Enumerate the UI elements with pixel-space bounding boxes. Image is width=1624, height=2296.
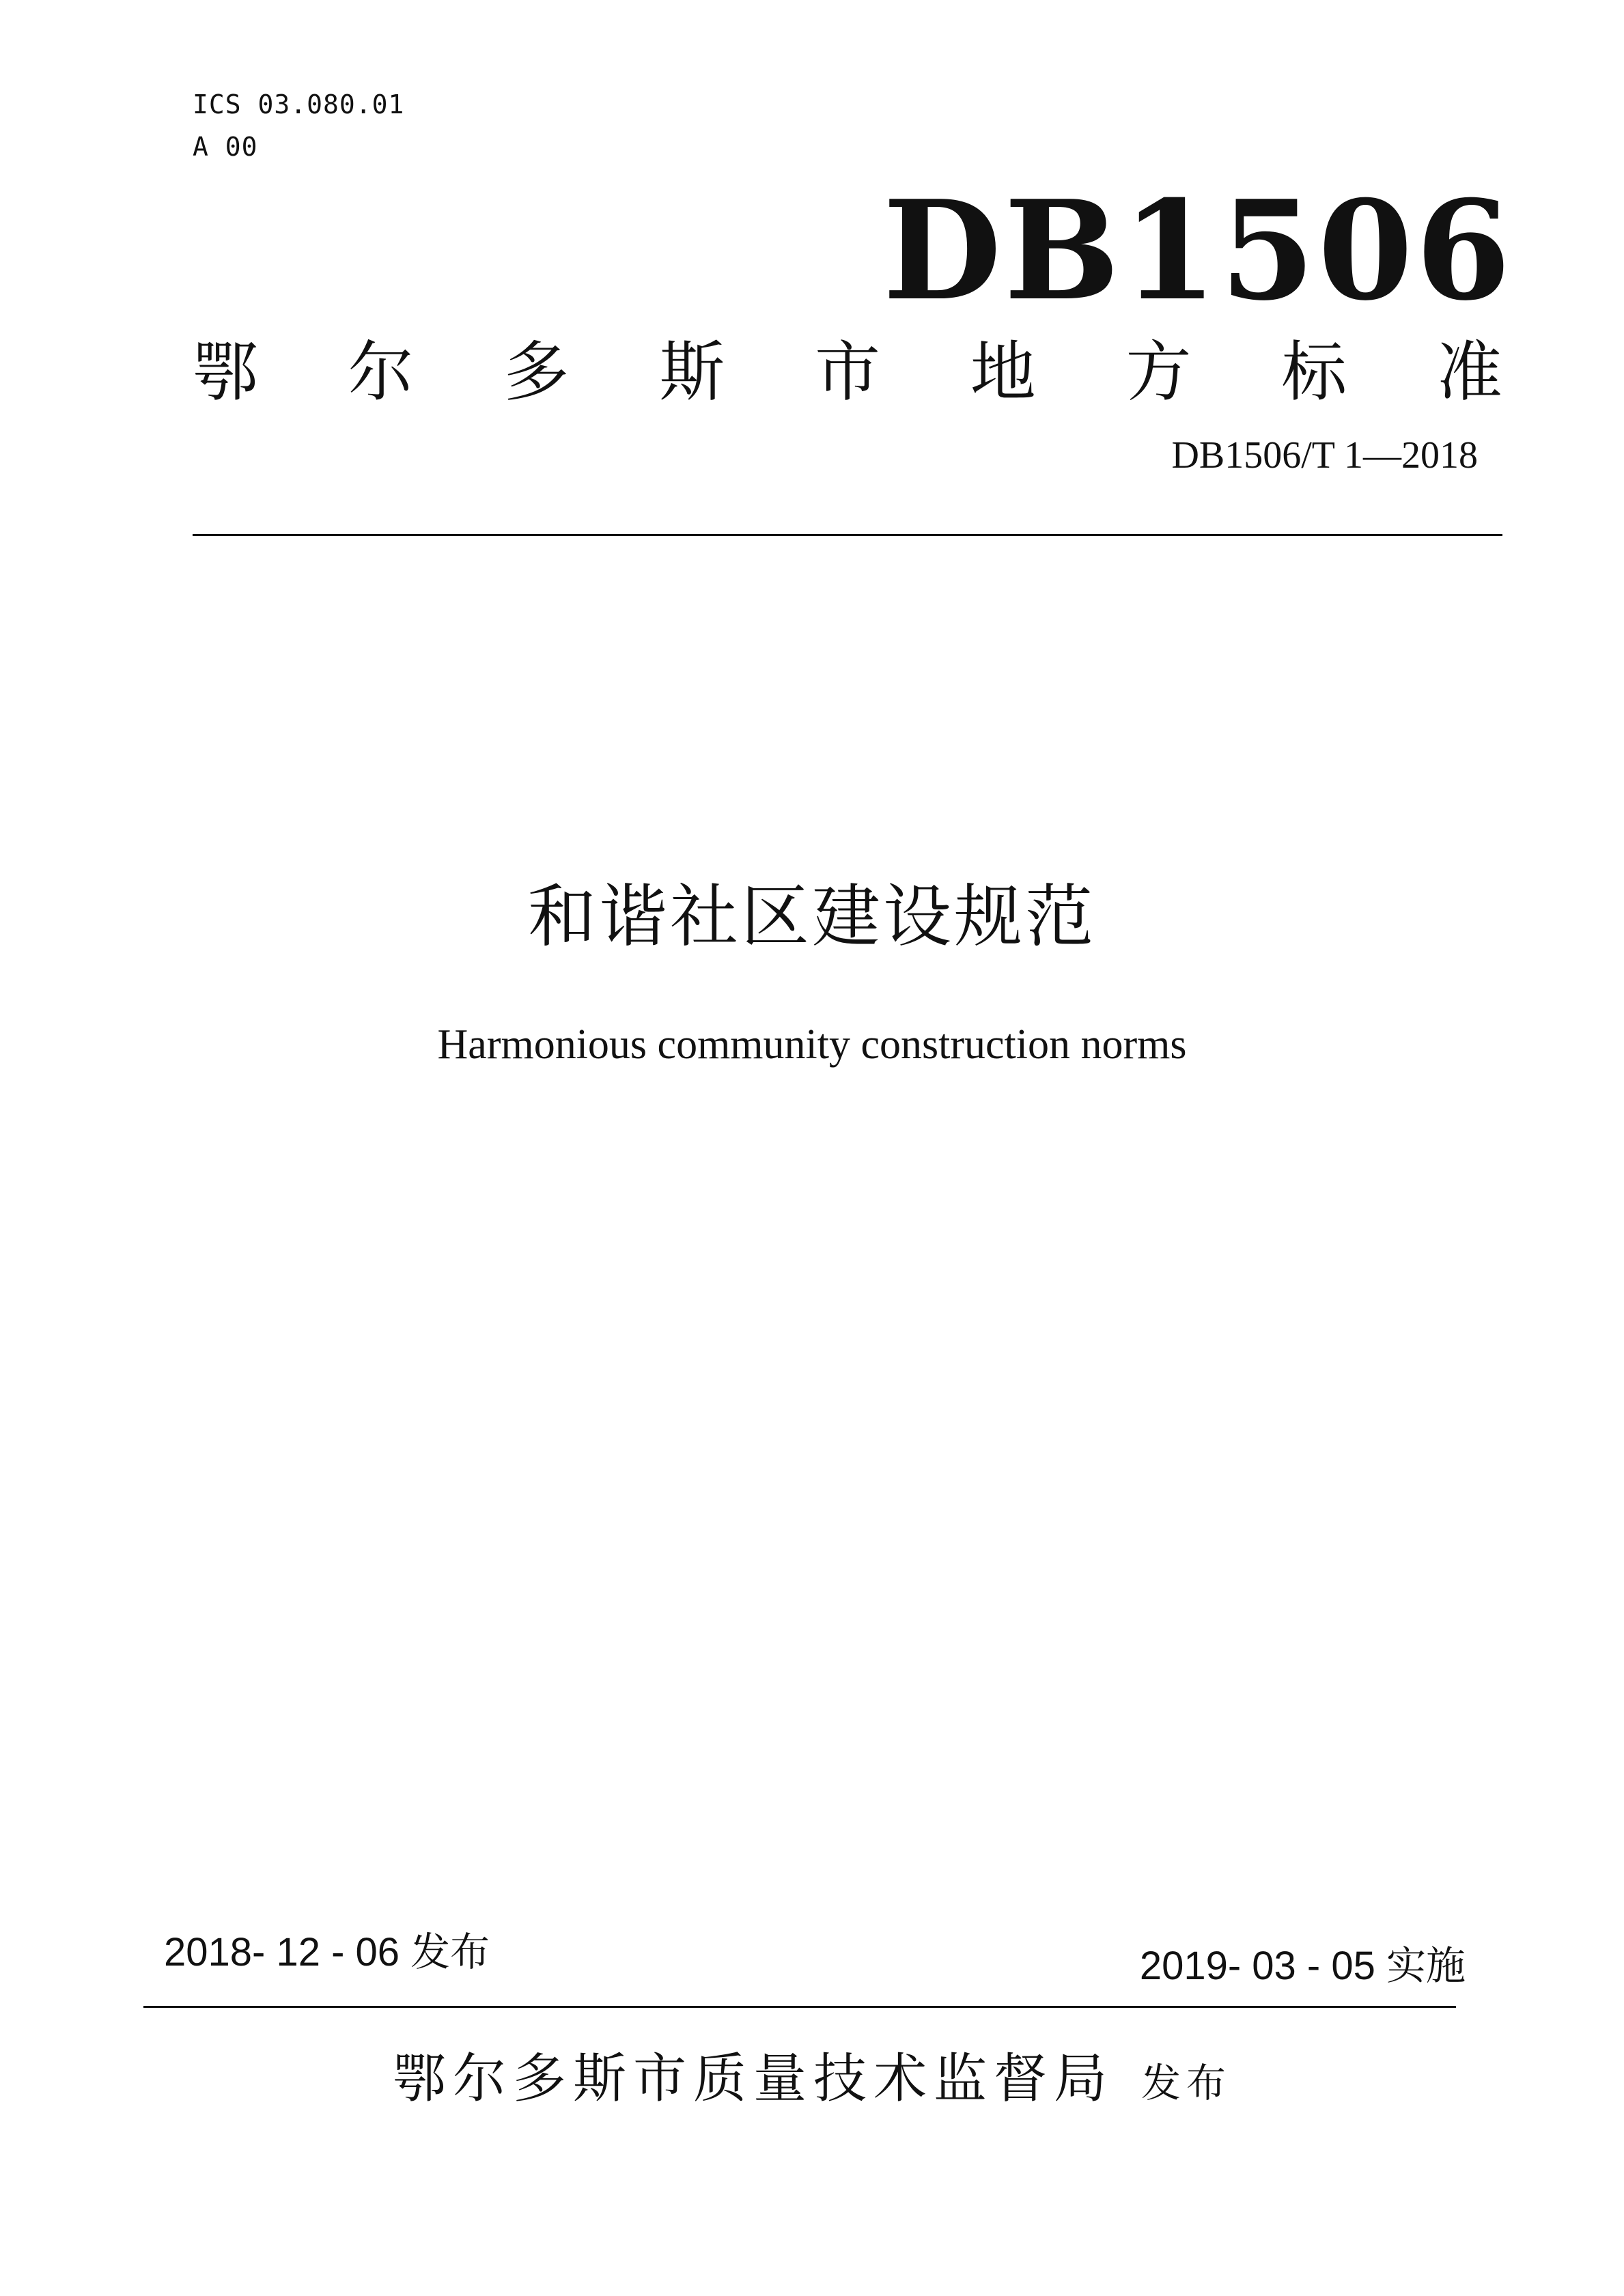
publish-date: 2018- 12 - 06 发布 (164, 1930, 490, 1974)
standard-code: DB1506 (882, 171, 1513, 331)
issuer-suffix: 发布 (1141, 2060, 1232, 2106)
ics-code: ICS 03.080.01 (193, 89, 405, 119)
document-title-chinese: 和谐社区建设规范 (528, 877, 1096, 956)
standard-type-char: 多 (503, 334, 570, 410)
footer-divider (143, 2006, 1456, 2008)
ccs-code: A 00 (193, 132, 258, 162)
standard-type-char: 地 (970, 334, 1036, 410)
standard-type-char: 标 (1281, 334, 1347, 410)
header-divider (193, 534, 1502, 536)
standard-type (193, 331, 1502, 413)
standard-type-char: 尔 (348, 334, 414, 410)
standard-type-char: 斯 (659, 334, 725, 410)
implement-date: 2019- 03 - 05 实施 (1139, 1944, 1466, 1988)
standard-type-char: 方 (1125, 334, 1192, 410)
standard-type-char: 鄂 (193, 334, 258, 410)
classification-codes (193, 83, 404, 168)
standard-number: DB1506/T 1—2018 (1171, 434, 1478, 477)
standard-type-char: 市 (815, 334, 880, 410)
document-title-english: Harmonious community construction norms (437, 1021, 1187, 1068)
standard-type-char: 准 (1437, 334, 1502, 410)
issuer-line (0, 2041, 1624, 2121)
issuer-name: 鄂尔多斯市质量技术监督局 (392, 2048, 1114, 2110)
